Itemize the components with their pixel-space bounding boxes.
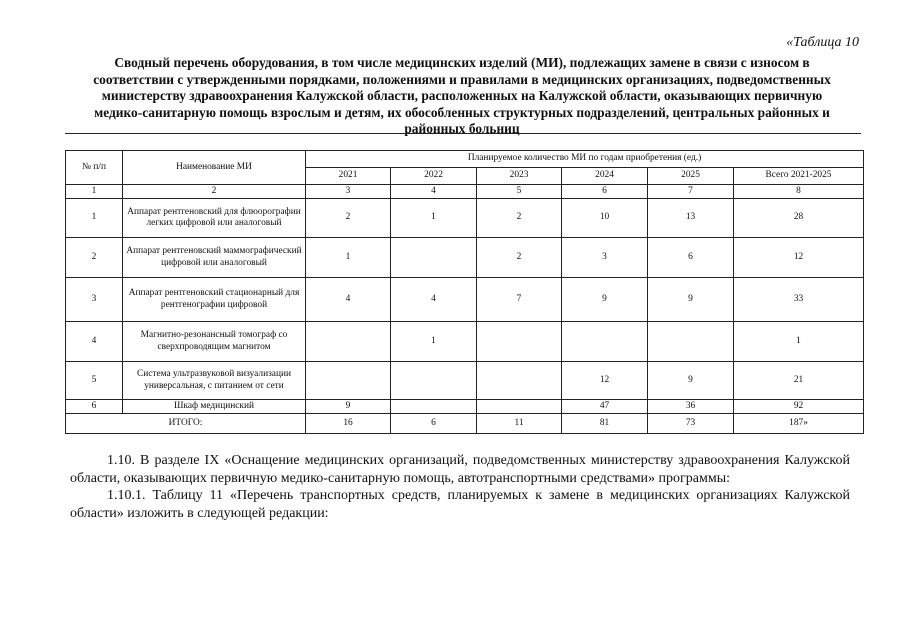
index-cell: 1: [66, 185, 123, 199]
row-value: 2: [477, 238, 562, 278]
table-reference: «Таблица 10: [786, 35, 859, 50]
index-cell: 6: [562, 185, 648, 199]
row-num: 6: [66, 400, 123, 414]
row-num: 3: [66, 278, 123, 322]
total-label: ИТОГО:: [66, 414, 306, 434]
row-value: 36: [648, 400, 734, 414]
row-value: [306, 362, 391, 400]
paragraph-1: [70, 452, 850, 488]
row-num: 5: [66, 362, 123, 400]
index-cell: 7: [648, 185, 734, 199]
row-value: [477, 322, 562, 362]
row-value: 2: [306, 199, 391, 238]
row-value: 10: [562, 199, 648, 238]
header-year: 2024: [562, 168, 648, 185]
row-total: 1: [734, 322, 864, 362]
index-cell: 2: [123, 185, 306, 199]
row-name: Магнитно-резонансный томограф со сверхпроводящим магнитом: [123, 322, 306, 362]
heading-line: соответствии с утвержденными порядками, положениями и правилами в медицинских организациях, подведомственных: [93, 71, 831, 87]
row-value: [391, 400, 477, 414]
header-total: Всего 2021-2025: [734, 168, 864, 185]
index-cell: 8: [734, 185, 864, 199]
equipment-table: [65, 150, 864, 434]
row-value: [477, 400, 562, 414]
heading-underline: [65, 133, 861, 134]
row-value: 9: [562, 278, 648, 322]
row-num: 1: [66, 199, 123, 238]
total-value: 16: [306, 414, 391, 434]
row-value: 9: [306, 400, 391, 414]
total-row: [66, 414, 864, 434]
heading-line: Сводный перечень оборудования, в том числе медицинских изделий (МИ), подлежащих замене в связи с износом в: [114, 55, 810, 70]
row-value: 4: [391, 278, 477, 322]
heading-line: министерству здравоохранения Калужской области, расположенных на Калужской области, оказывающих первичную: [101, 88, 823, 103]
row-value: 13: [648, 199, 734, 238]
row-value: 3: [562, 238, 648, 278]
header-name: Наименование МИ: [123, 151, 306, 185]
row-value: 1: [391, 199, 477, 238]
row-name: Аппарат рентгеновский для флюорографии легких цифровой или аналоговый: [123, 199, 306, 238]
row-value: 47: [562, 400, 648, 414]
header-num: № п/п: [66, 151, 123, 185]
index-row: [66, 185, 864, 199]
row-value: 2: [477, 199, 562, 238]
total-value: 81: [562, 414, 648, 434]
table-row: [66, 322, 864, 362]
header-row: [66, 151, 864, 168]
index-cell: 5: [477, 185, 562, 199]
total-value: 11: [477, 414, 562, 434]
heading-line: районных больниц: [404, 121, 520, 136]
paragraph-2: [70, 487, 850, 523]
row-value: 1: [391, 322, 477, 362]
header-group: Планируемое количество МИ по годам приобретения (ед.): [306, 151, 864, 168]
row-value: [477, 362, 562, 400]
row-name: Аппарат рентгеновский стационарный для рентгенографии цифровой: [123, 278, 306, 322]
row-total: 92: [734, 400, 864, 414]
row-total: 21: [734, 362, 864, 400]
paragraph-2-text: 1.10.1. Таблицу 11 «Перечень транспортных средств, планируемых к замене в медицинских организациях Калужской области» изложить в следующей редакции:: [70, 488, 850, 521]
row-num: 2: [66, 238, 123, 278]
row-value: 6: [648, 238, 734, 278]
heading-line: медико-санитарную помощь взрослым и детям, их обособленных структурных подразделений, центральных районных и: [94, 104, 830, 120]
total-value: 73: [648, 414, 734, 434]
index-cell: 3: [306, 185, 391, 199]
row-num: 4: [66, 322, 123, 362]
header-year: 2022: [391, 168, 477, 185]
index-cell: 4: [391, 185, 477, 199]
row-value: 7: [477, 278, 562, 322]
row-value: [648, 322, 734, 362]
document-heading: [62, 55, 862, 138]
row-value: 9: [648, 362, 734, 400]
header-year: 2025: [648, 168, 734, 185]
table-row: [66, 400, 864, 414]
row-value: [391, 238, 477, 278]
table-row: [66, 362, 864, 400]
row-total: 28: [734, 199, 864, 238]
row-name: Система ультразвуковой визуализации универсальная, с питанием от сети: [123, 362, 306, 400]
header-year: 2023: [477, 168, 562, 185]
grand-total: 187»: [734, 414, 864, 434]
row-value: [391, 362, 477, 400]
row-name: Шкаф медицинский: [123, 400, 306, 414]
paragraph-1-text: 1.10. В разделе IX «Оснащение медицинских организаций, подведомственных министерству здравоохранения Калужской области, оказывающих первичную медико-санитарную помощь, автотранспортными средствами» программы:: [70, 453, 850, 486]
row-value: 1: [306, 238, 391, 278]
table-row: [66, 278, 864, 322]
table-row: [66, 199, 864, 238]
row-value: [562, 322, 648, 362]
row-value: [306, 322, 391, 362]
row-value: 9: [648, 278, 734, 322]
row-value: 12: [562, 362, 648, 400]
table-row: [66, 238, 864, 278]
header-year: 2021: [306, 168, 391, 185]
row-name: Аппарат рентгеновский маммографический цифровой или аналоговый: [123, 238, 306, 278]
row-value: 4: [306, 278, 391, 322]
row-total: 12: [734, 238, 864, 278]
row-total: 33: [734, 278, 864, 322]
total-value: 6: [391, 414, 477, 434]
